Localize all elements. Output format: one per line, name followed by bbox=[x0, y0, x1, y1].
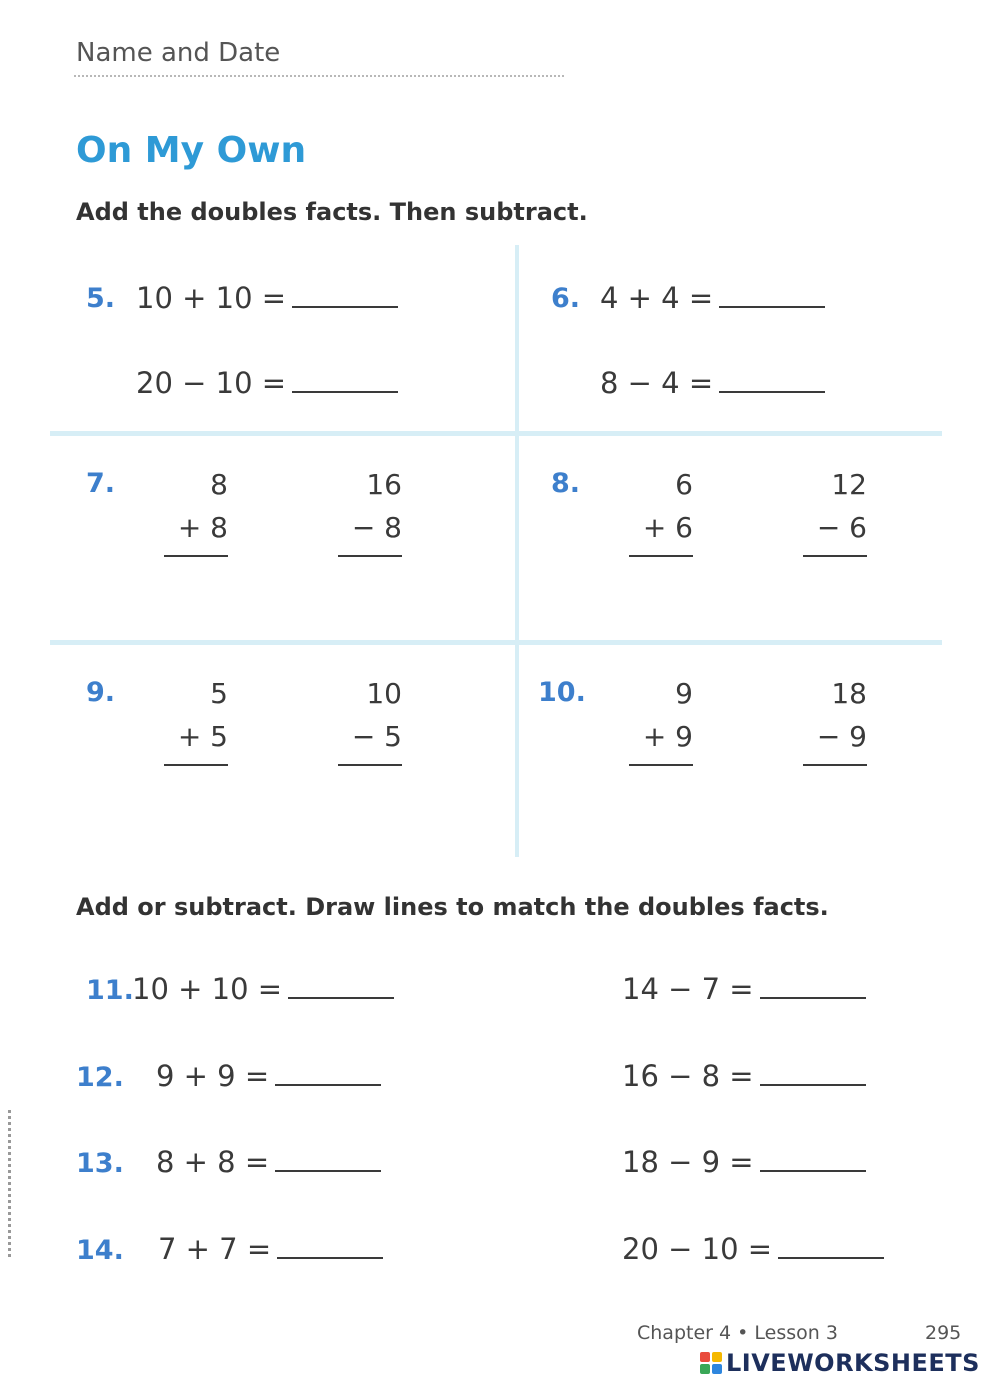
grid-horizontal-divider-1 bbox=[50, 431, 942, 436]
match-right-4-expression: 20 − 10 = bbox=[622, 1232, 773, 1266]
problem-12-expression: 9 + 9 = bbox=[156, 1059, 270, 1093]
problem-9-subtraction bbox=[332, 672, 402, 766]
match-right-1 bbox=[622, 972, 866, 1006]
problem-14-answer-blank[interactable] bbox=[277, 1239, 383, 1259]
problem-7-add-bottom: + 8 bbox=[177, 511, 228, 544]
problem-7-sub-bottom: − 8 bbox=[351, 511, 402, 544]
liveworksheets-wordmark: LIVEWORKSHEETS bbox=[726, 1349, 980, 1377]
problem-12 bbox=[156, 1059, 381, 1093]
problem-6-add-answer-blank[interactable] bbox=[719, 288, 825, 308]
problem-5-add-expression: 10 + 10 = bbox=[136, 281, 287, 315]
problem-6-sub bbox=[600, 366, 825, 400]
problem-5-sub-expression: 20 − 10 = bbox=[136, 366, 287, 400]
section-title: On My Own bbox=[76, 130, 307, 171]
problem-10-add-top: 9 bbox=[675, 677, 693, 710]
problem-8-addition bbox=[623, 463, 693, 557]
problem-13-number: 13. bbox=[76, 1148, 124, 1179]
problem-9-add-top: 5 bbox=[210, 677, 228, 710]
problem-7-sub-answer-line[interactable] bbox=[338, 555, 402, 557]
match-right-2-answer-blank[interactable] bbox=[760, 1066, 866, 1086]
problem-7-sub-top: 16 bbox=[366, 468, 402, 501]
problem-7-add-answer-line[interactable] bbox=[164, 555, 228, 557]
grid-horizontal-divider-2 bbox=[50, 640, 942, 645]
name-and-date-label: Name and Date bbox=[76, 38, 281, 68]
problem-7-add-top: 8 bbox=[210, 468, 228, 501]
footer-page-number: 295 bbox=[925, 1322, 962, 1344]
problem-13-expression: 8 + 8 = bbox=[156, 1145, 270, 1179]
matching-instruction: Add or subtract. Draw lines to match the doubles facts. bbox=[76, 893, 829, 921]
problem-8-sub-answer-line[interactable] bbox=[803, 555, 867, 557]
problem-12-number: 12. bbox=[76, 1062, 124, 1093]
logo-square-green bbox=[700, 1364, 710, 1374]
problem-11-number: 11. bbox=[86, 975, 134, 1006]
problem-11-answer-blank[interactable] bbox=[288, 979, 394, 999]
problem-5-number: 5. bbox=[86, 283, 116, 314]
problem-14-number: 14. bbox=[76, 1235, 124, 1266]
problem-6-number: 6. bbox=[551, 283, 581, 314]
logo-square-blue bbox=[712, 1364, 722, 1374]
problem-11 bbox=[132, 972, 394, 1006]
liveworksheets-logo-icon bbox=[700, 1352, 722, 1374]
footer-chapter-lesson: Chapter 4 • Lesson 3 bbox=[637, 1322, 838, 1344]
problem-7-number: 7. bbox=[86, 468, 116, 499]
problem-6-sub-answer-blank[interactable] bbox=[719, 373, 825, 393]
problem-10-sub-top: 18 bbox=[831, 677, 867, 710]
problem-7-subtraction bbox=[332, 463, 402, 557]
problem-9-sub-bottom: − 5 bbox=[351, 720, 402, 753]
match-right-2 bbox=[622, 1059, 866, 1093]
match-right-3 bbox=[622, 1145, 866, 1179]
match-right-2-expression: 16 − 8 = bbox=[622, 1059, 754, 1093]
problem-5-add bbox=[136, 281, 398, 315]
logo-square-red bbox=[700, 1352, 710, 1362]
problem-8-add-top: 6 bbox=[675, 468, 693, 501]
problem-6-add-expression: 4 + 4 = bbox=[600, 281, 714, 315]
problem-10-add-answer-line[interactable] bbox=[629, 764, 693, 766]
problem-8-add-bottom: + 6 bbox=[642, 511, 693, 544]
problem-10-sub-answer-line[interactable] bbox=[803, 764, 867, 766]
match-right-1-expression: 14 − 7 = bbox=[622, 972, 754, 1006]
match-right-4 bbox=[622, 1232, 884, 1266]
problem-10-add-bottom: + 9 bbox=[642, 720, 693, 753]
liveworksheets-brand[interactable] bbox=[700, 1349, 980, 1377]
problem-6-sub-expression: 8 − 4 = bbox=[600, 366, 714, 400]
problem-9-add-bottom: + 5 bbox=[177, 720, 228, 753]
problem-14 bbox=[158, 1232, 383, 1266]
problem-9-addition bbox=[158, 672, 228, 766]
problem-7-addition bbox=[158, 463, 228, 557]
side-copyright-strip bbox=[4, 1110, 16, 1260]
problem-5-sub-answer-blank[interactable] bbox=[292, 373, 398, 393]
grid-vertical-divider bbox=[515, 245, 519, 857]
problem-11-expression: 10 + 10 = bbox=[132, 972, 283, 1006]
problem-9-number: 9. bbox=[86, 677, 116, 708]
problem-8-subtraction bbox=[797, 463, 867, 557]
problem-9-sub-answer-line[interactable] bbox=[338, 764, 402, 766]
match-right-3-expression: 18 − 9 = bbox=[622, 1145, 754, 1179]
problem-10-number: 10. bbox=[538, 677, 586, 708]
problem-8-sub-top: 12 bbox=[831, 468, 867, 501]
problem-10-subtraction bbox=[797, 672, 867, 766]
problem-6-add bbox=[600, 281, 825, 315]
problem-9-add-answer-line[interactable] bbox=[164, 764, 228, 766]
problem-13 bbox=[156, 1145, 381, 1179]
problem-5-sub bbox=[136, 366, 398, 400]
problem-5-add-answer-blank[interactable] bbox=[292, 288, 398, 308]
name-and-date-line[interactable] bbox=[74, 75, 564, 77]
match-right-1-answer-blank[interactable] bbox=[760, 979, 866, 999]
problem-10-sub-bottom: − 9 bbox=[816, 720, 867, 753]
problem-12-answer-blank[interactable] bbox=[275, 1066, 381, 1086]
logo-square-yellow bbox=[712, 1352, 722, 1362]
problem-8-number: 8. bbox=[551, 468, 581, 499]
problem-9-sub-top: 10 bbox=[366, 677, 402, 710]
problem-13-answer-blank[interactable] bbox=[275, 1152, 381, 1172]
match-right-4-answer-blank[interactable] bbox=[778, 1239, 884, 1259]
problem-8-sub-bottom: − 6 bbox=[816, 511, 867, 544]
problem-10-addition bbox=[623, 672, 693, 766]
section-instruction: Add the doubles facts. Then subtract. bbox=[76, 198, 588, 226]
match-right-3-answer-blank[interactable] bbox=[760, 1152, 866, 1172]
problem-8-add-answer-line[interactable] bbox=[629, 555, 693, 557]
problem-14-expression: 7 + 7 = bbox=[158, 1232, 272, 1266]
